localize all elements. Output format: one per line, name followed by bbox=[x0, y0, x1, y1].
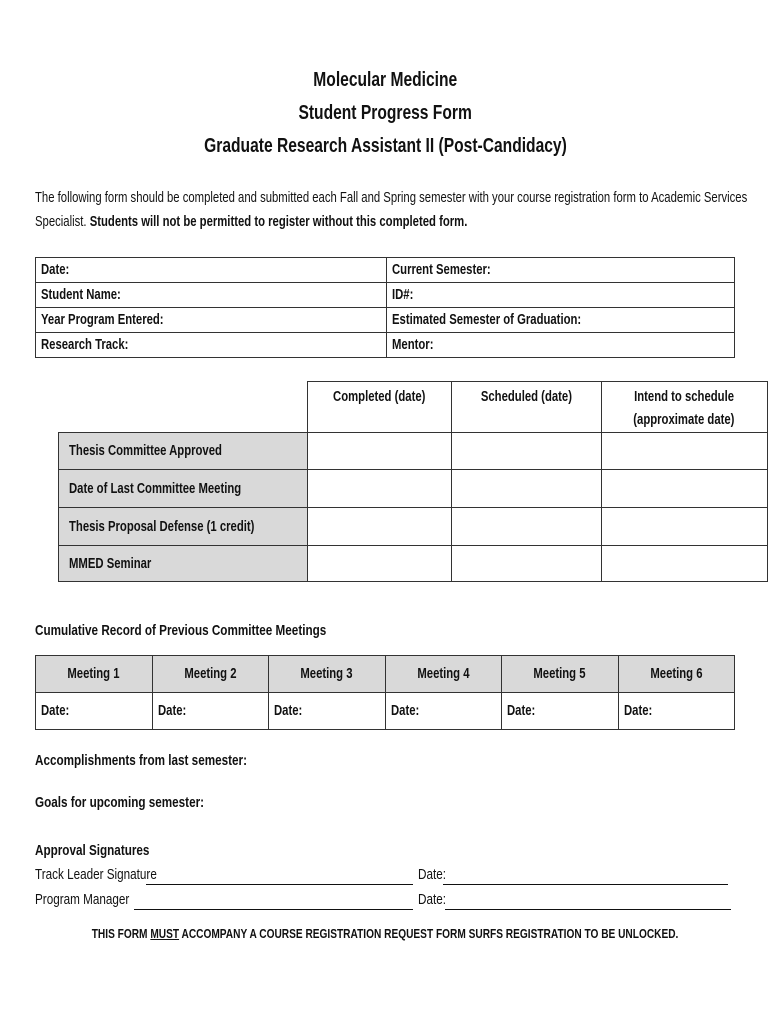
meeting-1-header: Meeting 1 bbox=[36, 656, 153, 693]
cell-input[interactable] bbox=[451, 433, 601, 470]
cell-input[interactable] bbox=[451, 470, 601, 508]
meetings-table bbox=[35, 655, 735, 730]
cell-input[interactable] bbox=[451, 546, 601, 582]
intro-paragraph bbox=[35, 186, 770, 234]
footer-notice: THIS FORM MUST ACCOMPANY A COURSE REGISTRATION REQUEST FORM SURFS REGISTRATION TO BE UNLOCKED. bbox=[91, 926, 679, 941]
header-intend: Intend to schedule (approximate date) bbox=[601, 382, 767, 433]
student-name-field[interactable]: Student Name: bbox=[36, 283, 387, 308]
cell-input[interactable] bbox=[451, 508, 601, 546]
date-field[interactable]: Date: bbox=[36, 258, 387, 283]
title-position: Graduate Research Assistant II (Post-Candidacy) bbox=[203, 135, 567, 157]
meeting-5-date[interactable]: Date: bbox=[502, 693, 619, 730]
program-manager-label: Program Manager bbox=[35, 891, 130, 908]
current-semester-field[interactable]: Current Semester: bbox=[387, 258, 735, 283]
cell-input[interactable] bbox=[601, 546, 767, 582]
cell-input[interactable] bbox=[307, 470, 451, 508]
program-manager-date-line[interactable] bbox=[445, 909, 731, 910]
header-scheduled: Scheduled (date) bbox=[451, 382, 601, 433]
meeting-4-header: Meeting 4 bbox=[385, 656, 502, 693]
meeting-2-date[interactable]: Date: bbox=[152, 693, 269, 730]
track-leader-date-line[interactable] bbox=[443, 884, 728, 885]
meeting-6-header: Meeting 6 bbox=[618, 656, 735, 693]
meeting-3-date[interactable]: Date: bbox=[269, 693, 386, 730]
cell-input[interactable] bbox=[601, 433, 767, 470]
meeting-3-header: Meeting 3 bbox=[269, 656, 386, 693]
row-mmed-seminar: MMED Seminar bbox=[59, 546, 308, 582]
program-manager-signature-line[interactable] bbox=[134, 909, 413, 910]
meeting-5-header: Meeting 5 bbox=[502, 656, 619, 693]
goals-label: Goals for upcoming semester: bbox=[35, 794, 205, 811]
id-field[interactable]: ID#: bbox=[387, 283, 735, 308]
title-department: Molecular Medicine bbox=[313, 69, 457, 91]
form-header bbox=[0, 64, 770, 163]
intro-line-2: Specialist. Students will not be permitted to register without this completed form. bbox=[35, 214, 468, 230]
cell-input[interactable] bbox=[307, 546, 451, 582]
research-track-field[interactable]: Research Track: bbox=[36, 333, 387, 358]
meeting-1-date[interactable]: Date: bbox=[36, 693, 153, 730]
cell-input[interactable] bbox=[307, 433, 451, 470]
header-completed: Completed (date) bbox=[307, 382, 451, 433]
cumulative-title: Cumulative Record of Previous Committee Meetings bbox=[35, 622, 327, 639]
meeting-6-date[interactable]: Date: bbox=[618, 693, 735, 730]
row-last-committee-meeting: Date of Last Committee Meeting bbox=[59, 470, 308, 508]
meeting-2-header: Meeting 2 bbox=[152, 656, 269, 693]
cell-input[interactable] bbox=[307, 508, 451, 546]
row-proposal-defense: Thesis Proposal Defense (1 credit) bbox=[59, 508, 308, 546]
track-leader-signature-line[interactable] bbox=[146, 884, 413, 885]
program-manager-date-label: Date: bbox=[418, 891, 446, 908]
est-graduation-field[interactable]: Estimated Semester of Graduation: bbox=[387, 308, 735, 333]
student-info-table bbox=[35, 257, 735, 358]
intro-line-1: The following form should be completed and submitted each Fall and Spring semester with your course registration form to Academic Services bbox=[35, 190, 748, 206]
milestones-table bbox=[58, 381, 768, 582]
accomplishments-label: Accomplishments from last semester: bbox=[35, 752, 247, 769]
track-leader-label: Track Leader Signature bbox=[35, 866, 157, 883]
track-leader-date-label: Date: bbox=[418, 866, 446, 883]
cell-input[interactable] bbox=[601, 470, 767, 508]
meeting-4-date[interactable]: Date: bbox=[385, 693, 502, 730]
row-committee-approved: Thesis Committee Approved bbox=[59, 433, 308, 470]
cell-input[interactable] bbox=[601, 508, 767, 546]
approval-label: Approval Signatures bbox=[35, 842, 150, 859]
title-form: Student Progress Form bbox=[298, 102, 472, 124]
year-program-field[interactable]: Year Program Entered: bbox=[36, 308, 387, 333]
mentor-field[interactable]: Mentor: bbox=[387, 333, 735, 358]
